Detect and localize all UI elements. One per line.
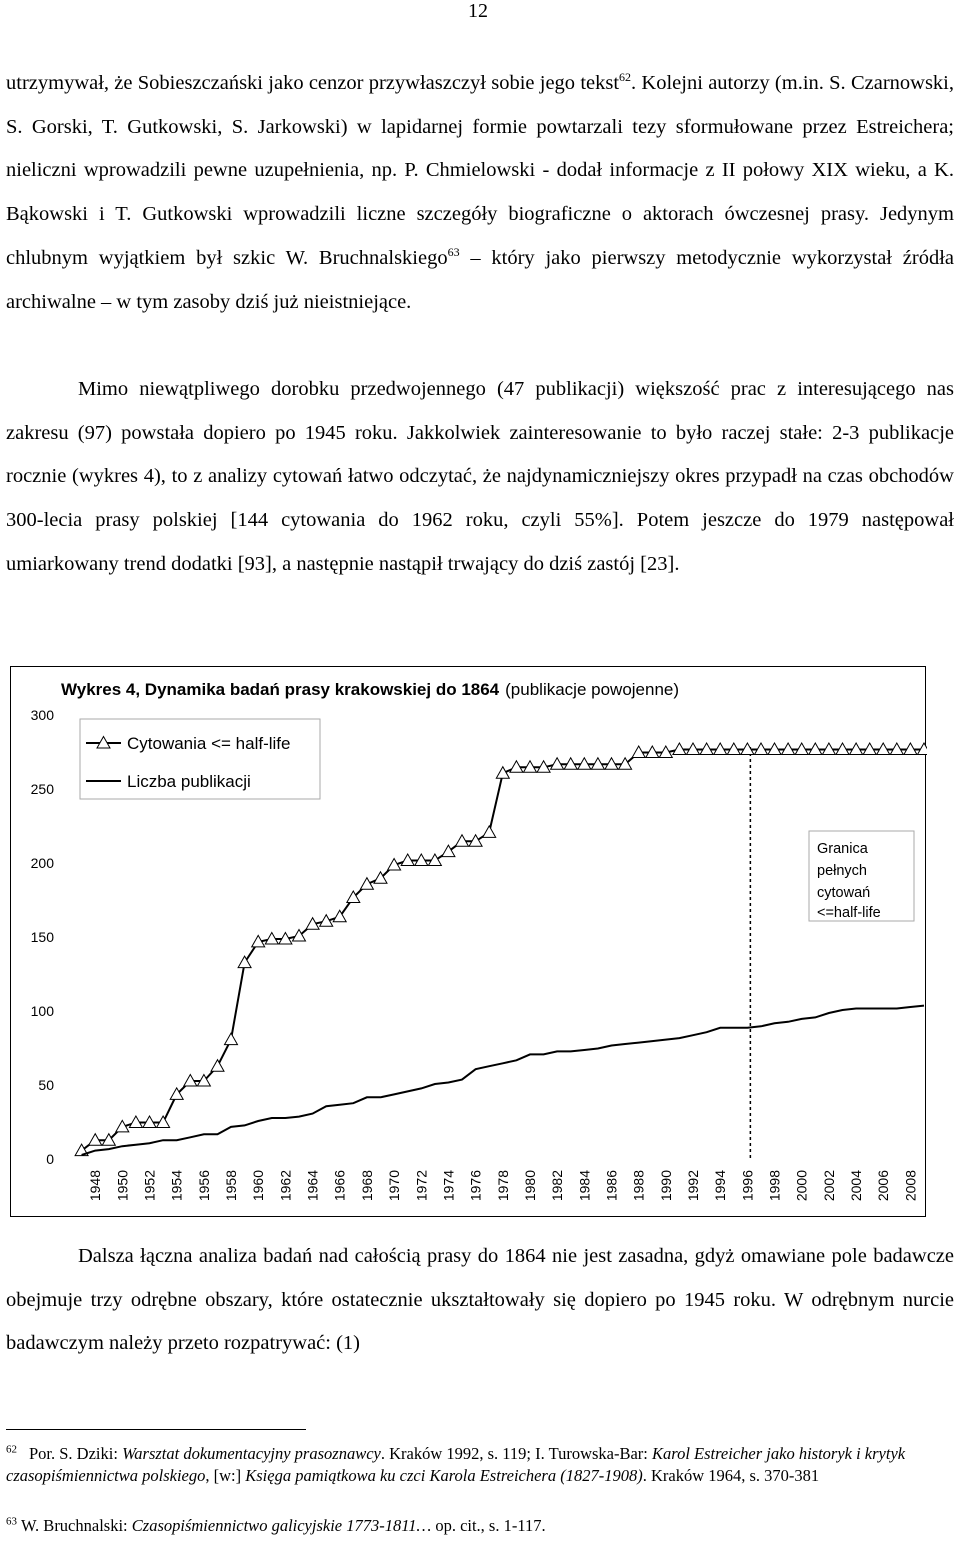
- x-tick-label: 1958: [223, 1170, 240, 1202]
- paragraph-1-part-c: – który jako pierwszy metodycznie wykorzystał źródła archiwalne – w tym zasoby dziś już nieistniejące.: [6, 246, 955, 313]
- x-tick-label: 2004: [848, 1170, 865, 1202]
- y-tick-label: 250: [30, 781, 54, 797]
- x-tick-label: 2008: [902, 1170, 919, 1202]
- x-tick-label: 1950: [114, 1170, 131, 1202]
- footnote-63-text-2: op. cit., s. 1-117.: [431, 1516, 546, 1535]
- x-tick-label: 1964: [304, 1170, 321, 1202]
- x-tick-label: 1960: [250, 1170, 267, 1202]
- x-tick-label: 1948: [87, 1170, 104, 1202]
- x-tick-label: 1986: [603, 1170, 620, 1202]
- x-tick-label: 2000: [793, 1170, 810, 1202]
- series-line-0: [82, 750, 924, 1151]
- paragraph-1: [6, 62, 954, 324]
- x-tick-label: 1974: [440, 1170, 457, 1202]
- chart-subtitle: (publikacje powojenne): [505, 680, 680, 699]
- footnote-62-title-1: Warsztat dokumentacyjny prasoznawcy: [122, 1444, 381, 1463]
- boundary-annotation-line-2: pełnych: [817, 863, 867, 879]
- data-point-triangle: [360, 878, 373, 890]
- paragraph-1-part-b: . Kolejni autorzy (m.in. S. Czarnowski, S. Gorski, T. Gutkowski, S. Jarkowski) w lapidarnej formie powtarzali tezy sformułowane przez Estreichera; nieliczni wprowadzili pewne uzupełnienia, np. P. Chmielowski - dodał informacje z II połowy XIX wieku, a K. Bąkowski i T. Gutkowski wprowadzili liczne szczegóły biograficzne o aktorach ówczesnej prasy. Jedynym chlubnym wyjątkiem był szkic W. Bruchnalskiego: [6, 72, 954, 269]
- footnote-62-text-1: Por. S. Dziki:: [29, 1444, 123, 1463]
- chart-title: [61, 680, 679, 699]
- y-tick-label: 300: [30, 707, 54, 723]
- data-point-triangle: [225, 1033, 238, 1045]
- x-tick-label: 1998: [766, 1170, 783, 1202]
- x-tick-label: 1990: [657, 1170, 674, 1202]
- data-point-triangle: [483, 826, 496, 838]
- data-point-triangle: [496, 767, 509, 779]
- x-tick-label: 1962: [277, 1170, 294, 1202]
- paragraph-2: Mimo niewątpliwego dorobku przedwojennego (47 publikacji) większość prac z interesującego nas zakresu (97) powstała dopiero po 1945 roku. Jakkolwiek zainteresowanie to było raczej stałe: 2-3 publikacje rocznie (wykres 4), to z analizy cytowań łatwo odczytać, że najdynamiczniejszy okres przypadł na czas obchodów 300-lecia prasy polskiej [144 cytowania do 1962 roku, czyli 55%]. Potem jeszcze do 1979 następował umiarkowany trend dodatki [93], a następnie nastąpił trwający do dziś zastój [23].: [6, 378, 954, 575]
- footnote-63-title-1: Czasopiśmiennictwo galicyjskie 1773-1811…: [131, 1516, 432, 1535]
- chart-frame: [10, 666, 926, 1217]
- footnote-62-text-3: , [w:]: [205, 1466, 246, 1485]
- chart: [11, 667, 927, 1218]
- footnote-62-number: 62: [6, 1443, 17, 1456]
- x-tick-label: 1980: [521, 1170, 538, 1202]
- footnote-62-title-2: Karol Estreicher jako historyk i krytyk czasopiśmiennictwa polskiego: [6, 1444, 906, 1485]
- x-tick-label: 1982: [549, 1170, 566, 1202]
- footnote-62-text-2: . Kraków 1992, s. 119; I. Turowska-Bar:: [380, 1444, 653, 1463]
- chart-title-main: Wykres 4, Dynamika badań prasy krakowskiej do 1864: [61, 680, 500, 699]
- footnote-63-number: 63: [6, 1515, 17, 1528]
- legend-label-cytowania: Cytowania <= half-life: [127, 734, 291, 753]
- footnote-62-title-3: Księga pamiątkowa ku czci Karola Estreichera (1827-1908): [245, 1466, 643, 1485]
- x-tick-label: 1970: [386, 1170, 403, 1202]
- boundary-annotation-line-1: Granica: [817, 841, 868, 857]
- x-tick-label: 1968: [358, 1170, 375, 1202]
- x-tick-label: 1972: [413, 1170, 430, 1202]
- series-line-1: [82, 1006, 924, 1155]
- boundary-annotation-line-3: cytowań: [817, 885, 871, 901]
- data-point-triangle: [442, 845, 455, 857]
- footnote-separator: [6, 1429, 306, 1430]
- x-tick-label: 1988: [630, 1170, 647, 1202]
- y-tick-label: 50: [38, 1077, 54, 1093]
- chart-series: [75, 743, 927, 1156]
- x-tick-label: 2002: [820, 1170, 837, 1202]
- footnote-62: [6, 1443, 956, 1487]
- x-tick-label: 2006: [875, 1170, 892, 1202]
- x-tick-label: 1994: [712, 1170, 729, 1202]
- x-tick-label: 1996: [739, 1170, 756, 1202]
- paragraph-3: Dalsza łączna analiza badań nad całością prasy do 1864 nie jest zasadna, gdyż omawiane pole badawcze obejmuje trzy odrębne obszary, które ostatecznie ukształtowały się dopiero po 1945 roku. W odrębnym nurcie badawczym należy przeto rozpatrywać: (1): [6, 1245, 954, 1355]
- x-tick-label: 1966: [331, 1170, 348, 1202]
- footnote-62-text-4: . Kraków 1964, s. 370-381: [642, 1466, 820, 1485]
- x-tick-label: 1954: [168, 1170, 185, 1202]
- y-tick-label: 0: [46, 1151, 54, 1167]
- footnote-63-text-1: W. Bruchnalski:: [21, 1516, 132, 1535]
- x-tick-label: 1976: [467, 1170, 484, 1202]
- x-tick-label: 1956: [195, 1170, 212, 1202]
- data-point-triangle: [238, 956, 251, 968]
- x-tick-label: 1978: [494, 1170, 511, 1202]
- footnote-ref-62[interactable]: 62: [619, 70, 632, 85]
- data-point-triangle: [211, 1060, 224, 1072]
- boundary-annotation-line-4: <=half-life: [817, 905, 881, 921]
- footnote-ref-63[interactable]: 63: [447, 244, 460, 259]
- x-tick-label: 1992: [685, 1170, 702, 1202]
- legend-label-publikacje: Liczba publikacji: [127, 772, 251, 791]
- y-tick-label: 150: [30, 929, 54, 945]
- paragraph-1-part-a: utrzymywał, że Sobieszczański jako cenzor przywłaszczył sobie jego tekst: [6, 72, 620, 94]
- y-tick-label: 200: [30, 855, 54, 871]
- footnote-63: [6, 1515, 956, 1537]
- x-tick-label: 1984: [576, 1170, 593, 1202]
- x-tick-label: 1952: [141, 1170, 158, 1202]
- page-number: 12: [468, 0, 488, 22]
- y-tick-label: 100: [30, 1003, 54, 1019]
